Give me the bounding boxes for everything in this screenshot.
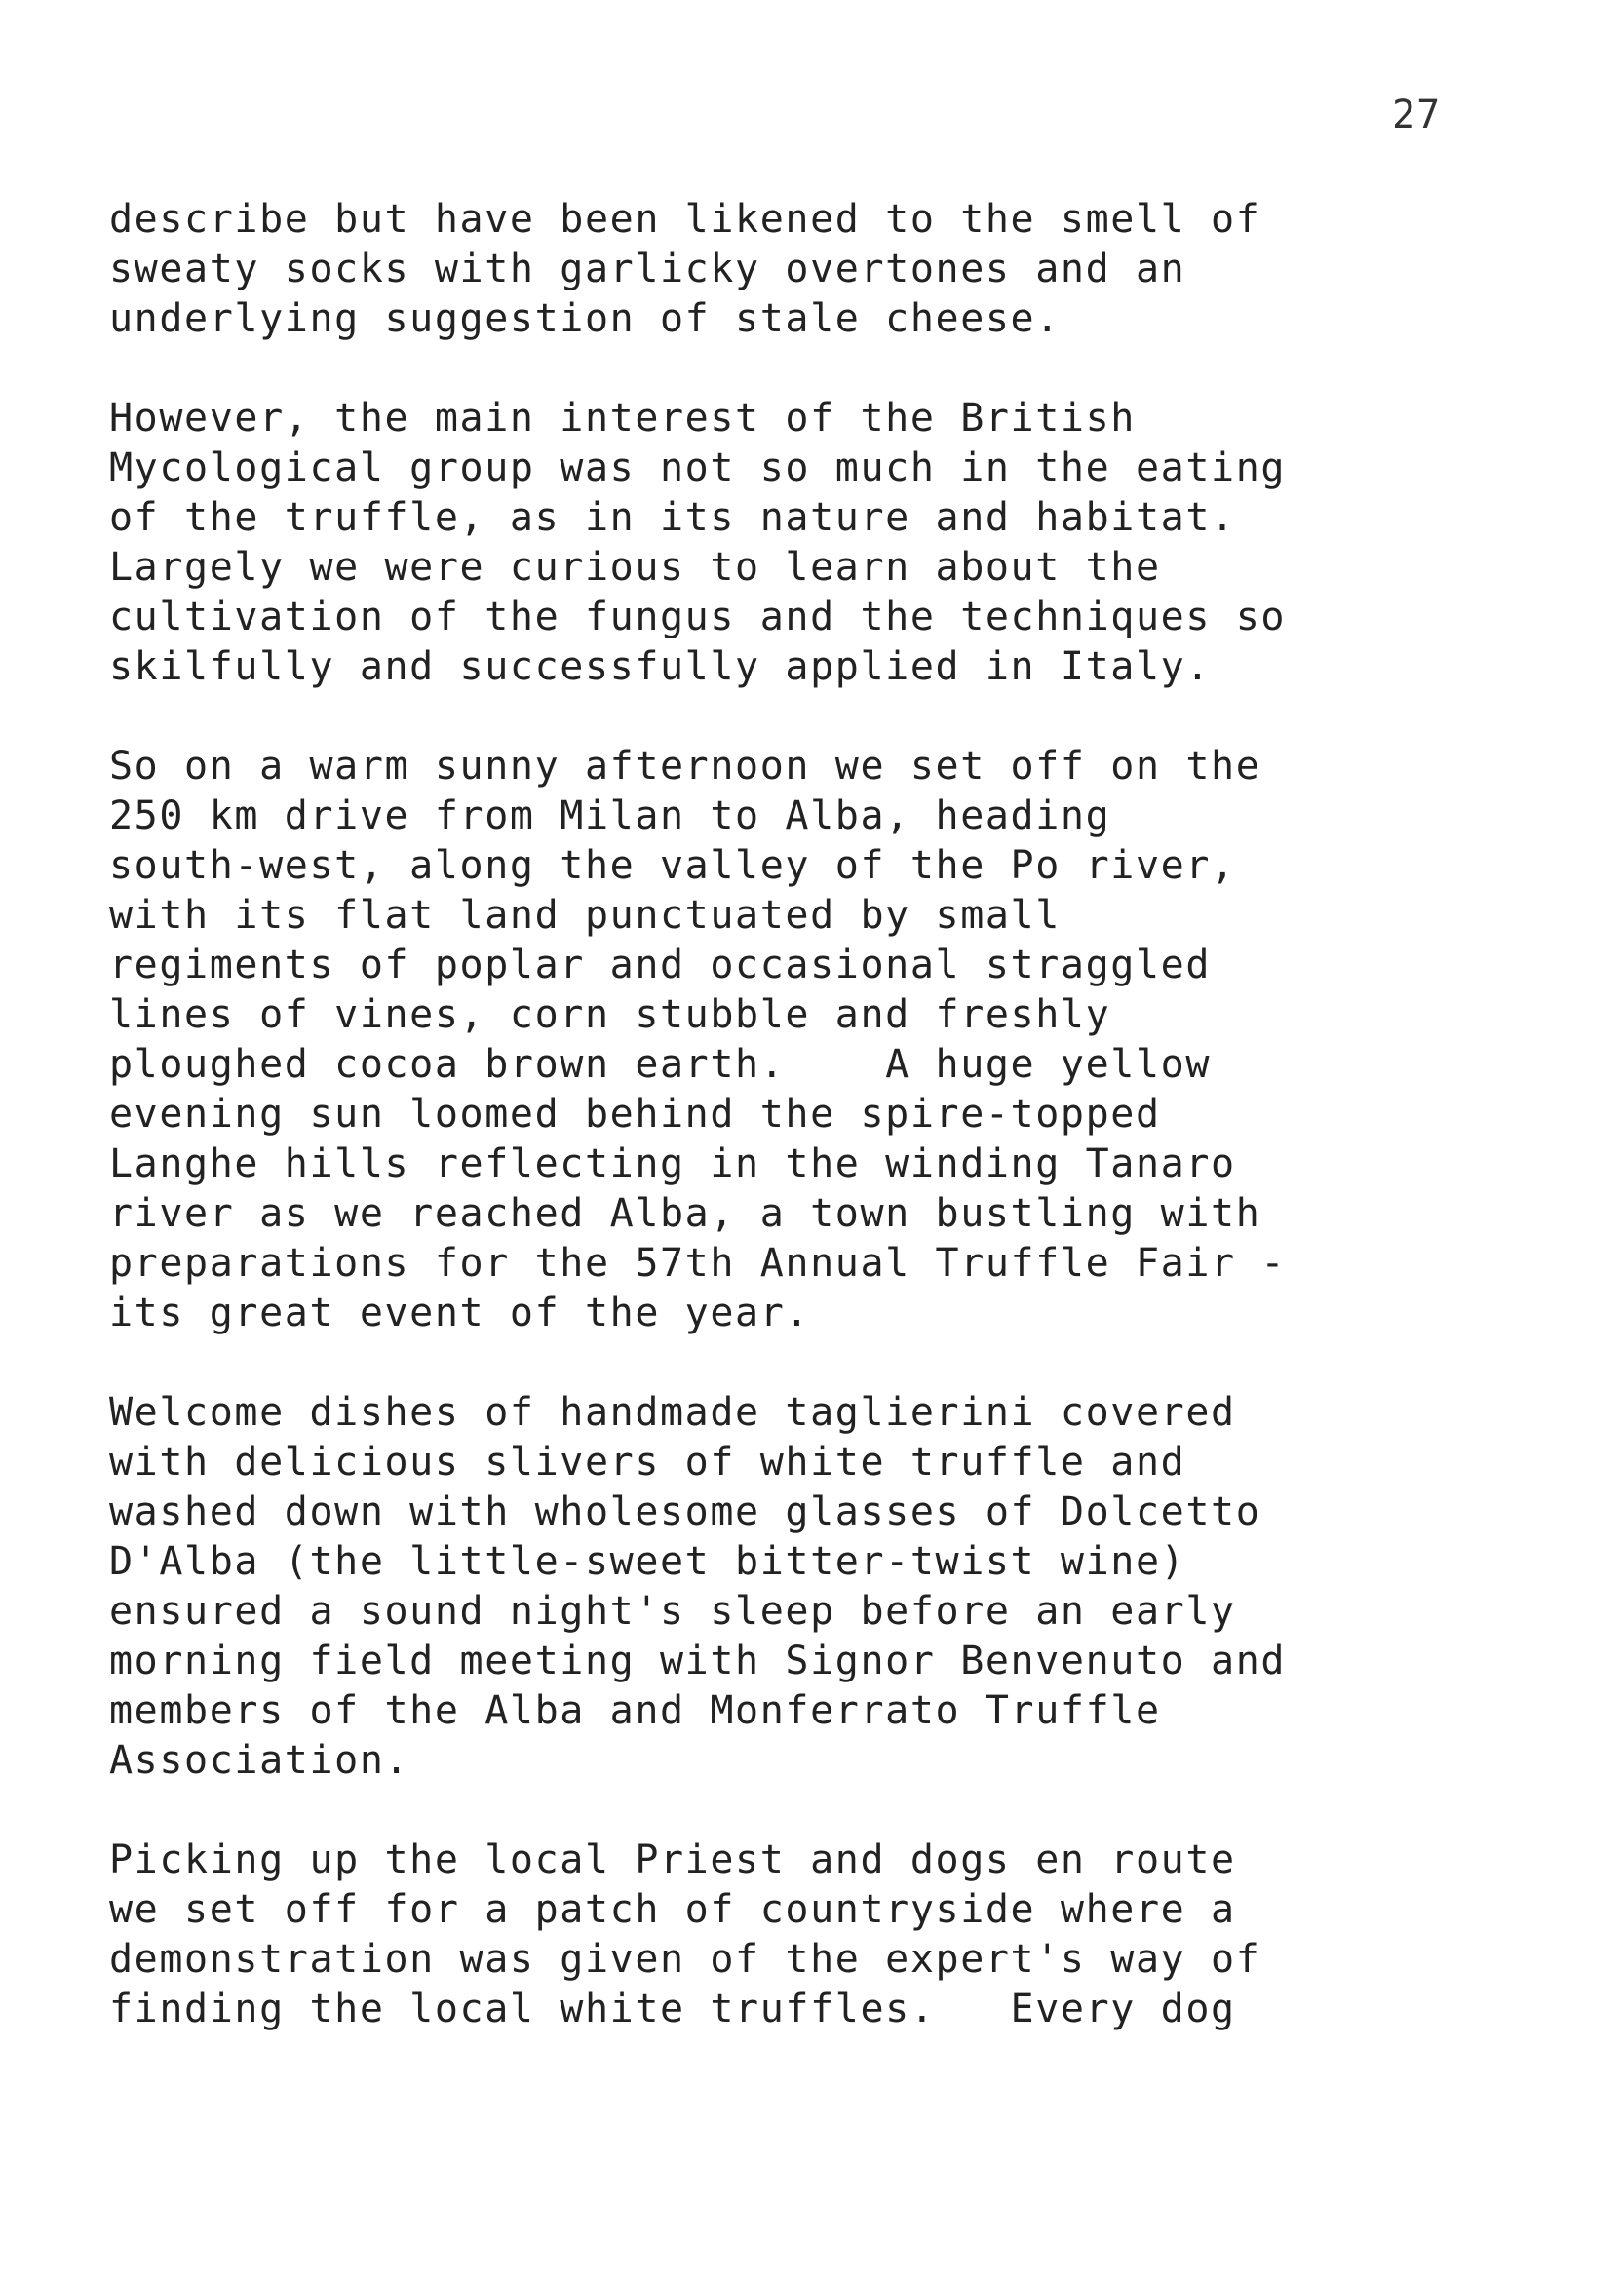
text-line: However, the main interest of the British [109, 396, 1136, 441]
text-line: Langhe hills reflecting in the winding Tanaro [109, 1141, 1236, 1186]
text-line: ensured a sound night's sleep before an early [109, 1589, 1236, 1634]
text-line: cultivation of the fungus and the techniques so [109, 595, 1287, 639]
text-line: describe but have been likened to the smell of [109, 197, 1261, 242]
text-line: with its flat land punctuated by small [109, 893, 1061, 938]
text-line: members of the Alba and Monferrato Truffle [109, 1688, 1161, 1733]
text-line: Largely we were curious to learn about the [109, 545, 1161, 590]
paragraph-3 [109, 742, 1532, 1338]
text-line: lines of vines, corn stubble and freshly [109, 992, 1111, 1037]
text-line: skilfully and successfully applied in Italy. [109, 644, 1212, 689]
text-line: we set off for a patch of countryside where a [109, 1887, 1236, 1932]
text-line: 250 km drive from Milan to Alba, heading [109, 793, 1111, 838]
paragraph-2 [109, 394, 1532, 692]
text-line: underlying suggestion of stale cheese. [109, 296, 1061, 341]
text-line: regiments of poplar and occasional straggled [109, 943, 1212, 987]
text-line: demonstration was given of the expert's way of [109, 1937, 1261, 1982]
text-line: river as we reached Alba, a town bustling with [109, 1191, 1261, 1236]
text-line: washed down with wholesome glasses of Dolcetto [109, 1489, 1261, 1534]
text-line: ploughed cocoa brown earth. A huge yellow [109, 1042, 1212, 1087]
paragraph-1 [109, 195, 1532, 344]
text-line: of the truffle, as in its nature and habitat. [109, 495, 1236, 540]
text-line: Welcome dishes of handmade taglierini covered [109, 1390, 1236, 1435]
paragraph-5 [109, 1836, 1532, 2034]
text-line: with delicious slivers of white truffle and [109, 1440, 1186, 1485]
page-number: 27 [1392, 93, 1442, 137]
body-text [109, 195, 1532, 2084]
text-line: evening sun loomed behind the spire-topped [109, 1092, 1161, 1137]
text-line: morning field meeting with Signor Benvenuto and [109, 1639, 1287, 1683]
text-line: its great event of the year. [109, 1291, 811, 1335]
text-line: sweaty socks with garlicky overtones and an [109, 247, 1186, 291]
text-line: preparations for the 57th Annual Truffle Fair - [109, 1241, 1287, 1286]
text-line: Mycological group was not so much in the eating [109, 445, 1287, 490]
text-line: Association. [109, 1738, 410, 1783]
paragraph-4 [109, 1388, 1532, 1786]
text-line: D'Alba (the little-sweet bitter-twist wine) [109, 1539, 1186, 1584]
text-line: Picking up the local Priest and dogs en route [109, 1837, 1236, 1882]
text-line: finding the local white truffles. Every dog [109, 1987, 1236, 2031]
text-line: south-west, along the valley of the Po river, [109, 843, 1236, 888]
text-line: So on a warm sunny afternoon we set off on the [109, 744, 1261, 789]
